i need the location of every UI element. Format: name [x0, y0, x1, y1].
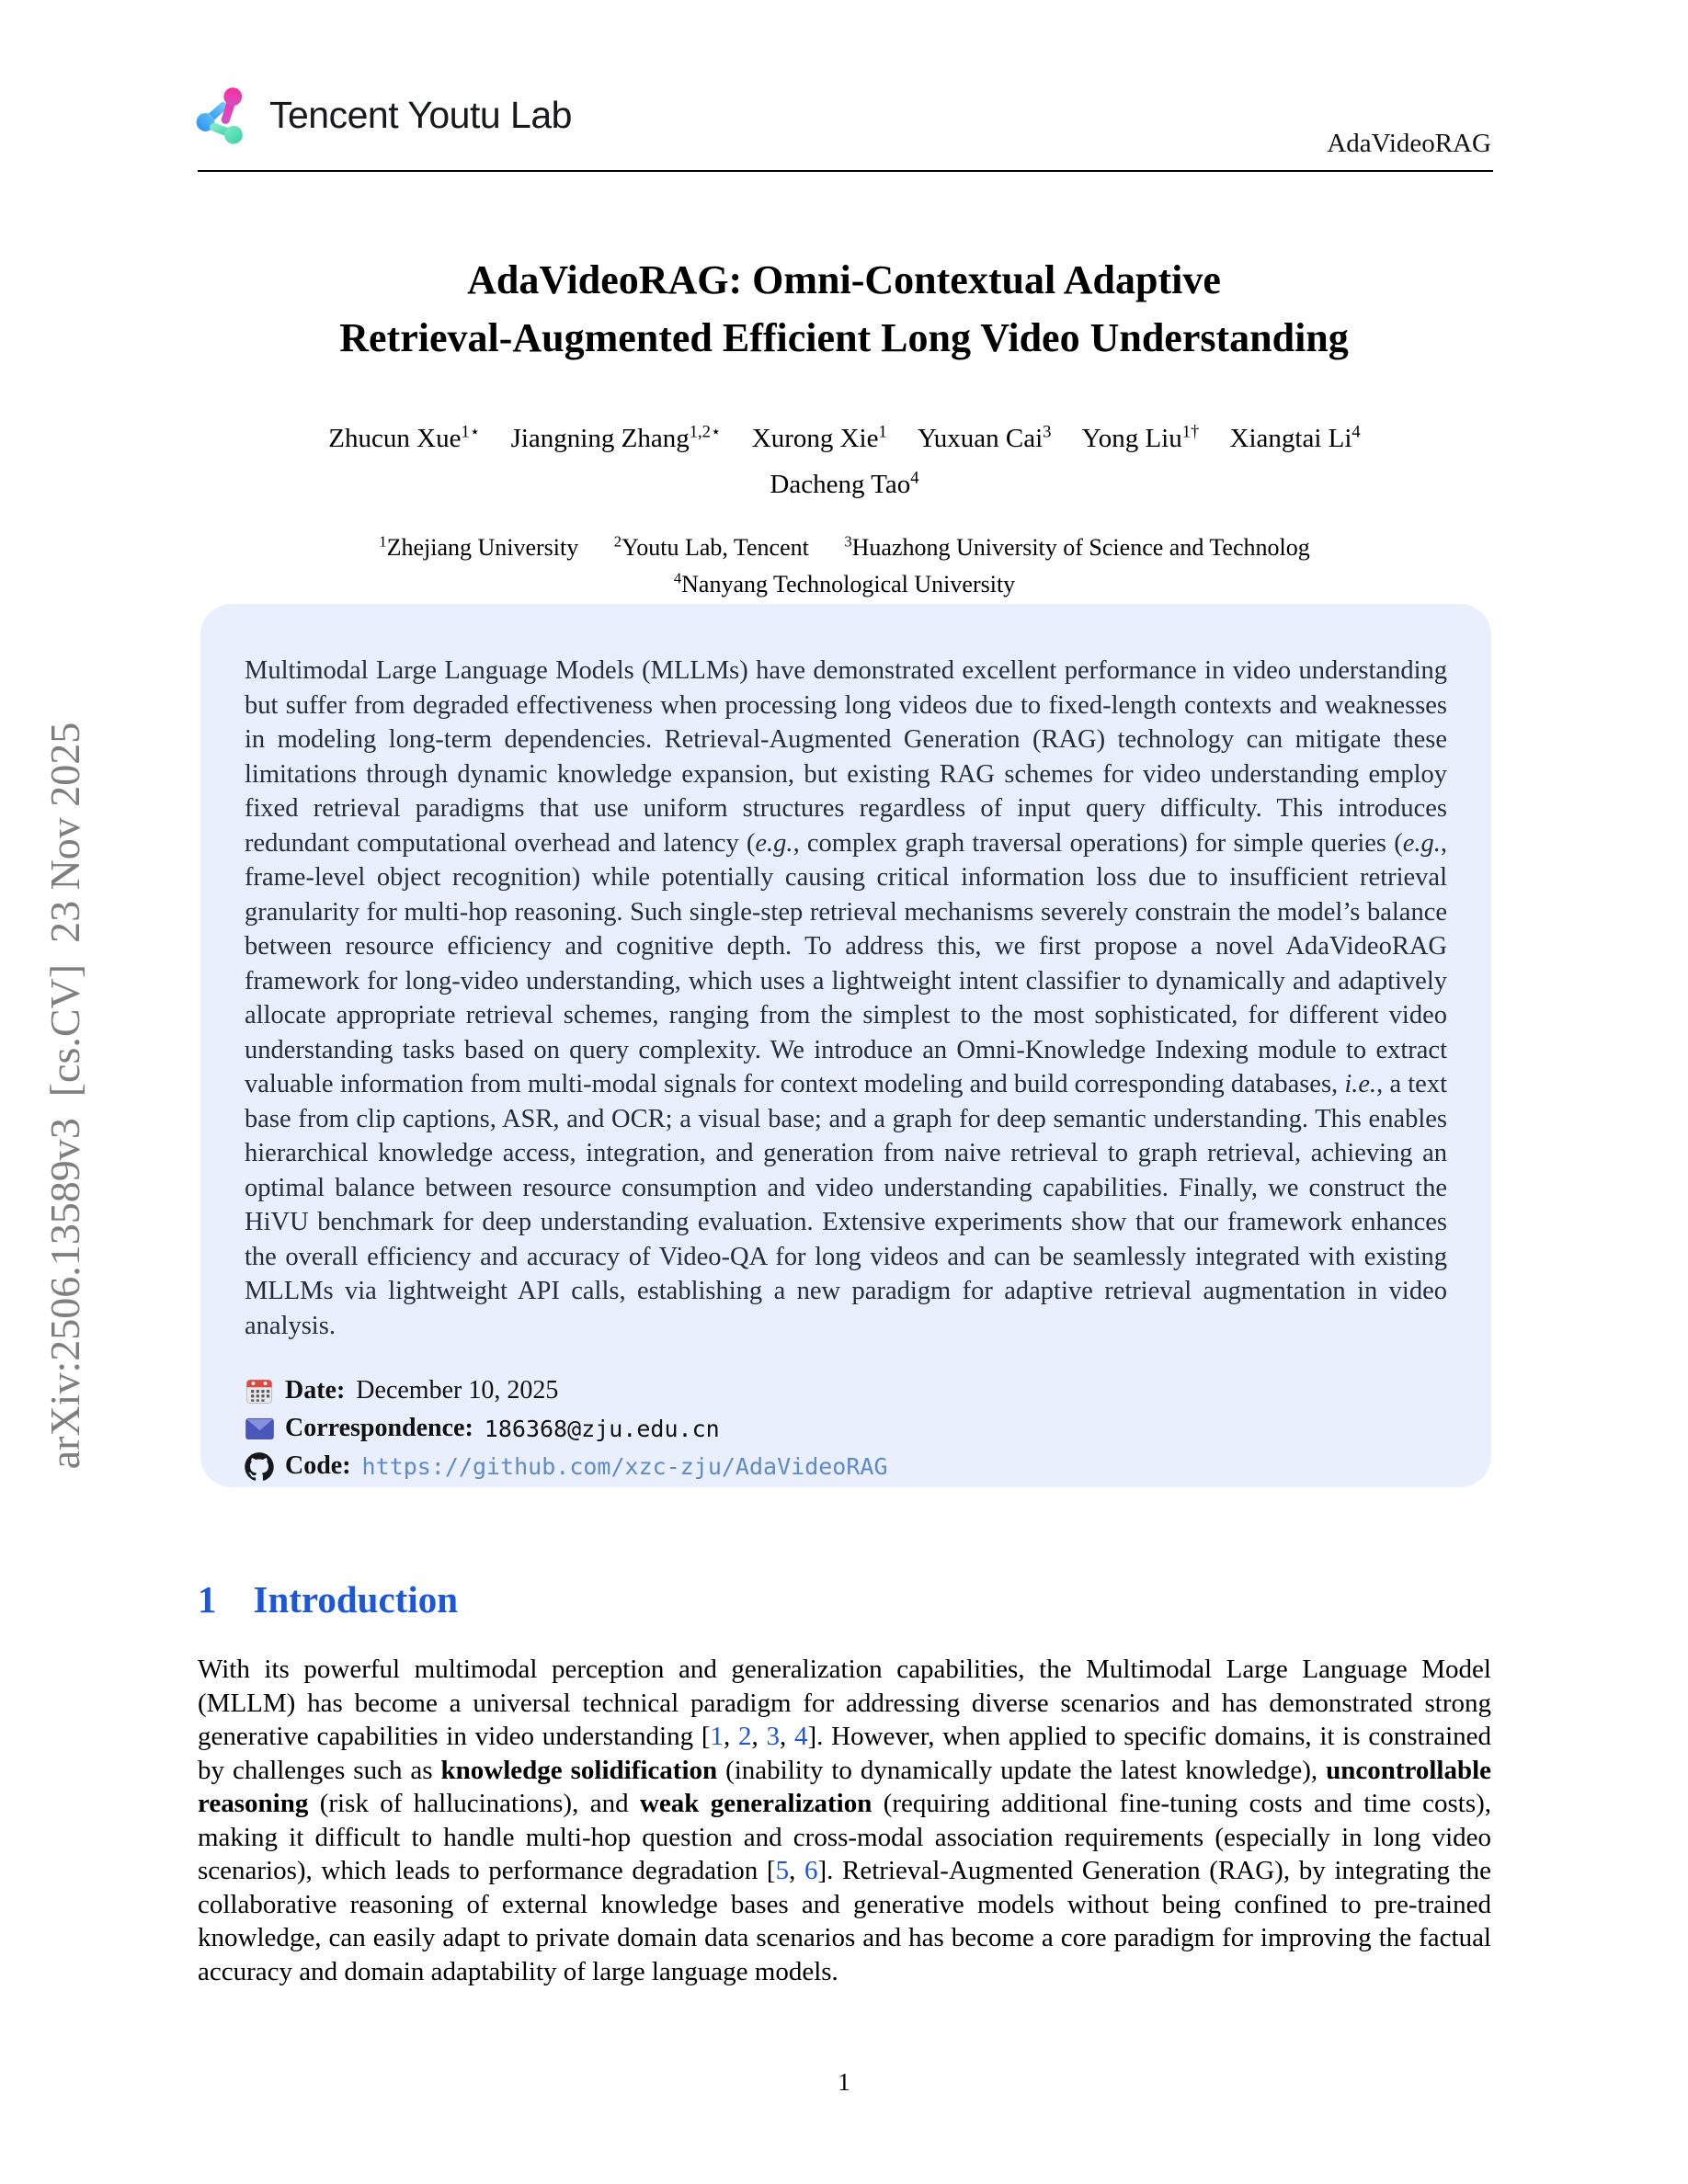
arxiv-watermark: arXiv:2506.13589v3 [cs.CV] 23 Nov 2025	[41, 722, 88, 1470]
code-label: Code:	[285, 1451, 351, 1480]
body-segment: (inability to dynamically update the latest knowledge),	[717, 1755, 1327, 1785]
paper-meta	[200, 1343, 1491, 1481]
author-superscript: 4	[1352, 422, 1361, 442]
abstract-segment: , a text base from clip captions, ASR, and OCR; a visual base; and a graph for deep semantic understanding. This enables hierarchical knowledge access, integration, and generation from naive retrieval to graph retrieval, achieving an optimal balance between resource consumption and video understanding capabilities. Finally, we construct the HiVU benchmark for deep understanding evaluation. Extensive experiments show that our framework enhances the overall efficiency and accuracy of Video-QA for long videos and can be seamlessly integrated with existing MLLMs via lightweight API calls, establishing a new paradigm for adaptive retrieval augmentation in video analysis.	[245, 1070, 1447, 1340]
affiliation	[844, 534, 1309, 561]
citation-separator: ,	[751, 1722, 767, 1751]
date-label: Date:	[285, 1376, 346, 1405]
meta-correspondence-row	[245, 1414, 1447, 1443]
citation-bracket: ].	[807, 1722, 832, 1751]
author	[770, 470, 918, 499]
section-1-heading	[198, 1577, 458, 1621]
brand-name: Tencent Youtu Lab	[269, 93, 572, 136]
date-value: December 10, 2025	[356, 1376, 559, 1405]
correspondence-email: 186368@zju.edu.cn	[484, 1415, 720, 1442]
paper-title	[0, 251, 1688, 367]
envelope-icon	[245, 1414, 274, 1443]
author-name: Xiangtai Li	[1229, 424, 1352, 453]
author	[511, 424, 722, 453]
citation-separator: ,	[779, 1722, 794, 1751]
author-name: Xurong Xie	[751, 424, 879, 453]
github-icon	[245, 1451, 274, 1481]
abstract-italic-eg: e.g.	[1402, 828, 1441, 858]
author-list	[198, 415, 1491, 507]
tencent-youtu-lab-logo	[196, 81, 572, 149]
abstract-italic-ie: i.e.	[1344, 1070, 1377, 1098]
author-superscript: 1,2⋆	[689, 422, 722, 442]
affiliation-name: Zhejiang University	[386, 534, 579, 561]
author-name: Jiangning Zhang	[510, 424, 690, 453]
meta-date-row	[245, 1376, 1447, 1405]
author-superscript: 1⋆	[461, 422, 481, 442]
section-title: Introduction	[253, 1578, 459, 1621]
affiliation-superscript: 3	[844, 532, 852, 551]
correspondence-label: Correspondence:	[285, 1414, 473, 1442]
body-segment: (risk of hallucinations), and	[308, 1789, 640, 1818]
meta-code-row	[245, 1451, 1447, 1481]
citation-link-3[interactable]: 3	[766, 1722, 780, 1751]
paper-title-line1: AdaVideoRAG: Omni-Contextual Adaptive	[467, 257, 1221, 303]
citation-link-1[interactable]: 1	[710, 1722, 724, 1751]
body-segment: With its powerful multimodal perception and generalization capabilities, the Multimodal Large Language Model (MLLM) has become a universal technical paradigm for addressing diverse scenarios and has demonstrated strong generative capabilities in video understanding	[198, 1655, 1491, 1751]
citation-separator: ,	[789, 1856, 804, 1885]
abstract-segment: , frame-level object recognition) while potentially causing critical information loss due to insufficient retrieval granularity for multi-hop reasoning. Such single-step retrieval mechanisms severely constrain the model’s balance between resource efficiency and cognitive depth. To address this, we first propose a novel AdaVideoRAG framework for long-video understanding, which uses a lightweight intent classifier to dynamically and adaptively allocate appropriate retrieval schemes, ranging from the simplest to the most sophisticated, for different video understanding tasks based on query complexity. We introduce an Omni-Knowledge Indexing module to extract valuable information from multi-modal signals for context modeling and build corresponding databases,	[245, 828, 1447, 1098]
bold-term-uncontrollable-reasoning: uncontrollable reasoning	[198, 1755, 1492, 1818]
bold-term-weak-generalization: weak generalization	[639, 1789, 873, 1818]
page-number: 1	[838, 2068, 850, 2096]
author	[752, 424, 887, 453]
paper-title-line2: Retrieval-Augmented Efficient Long Video Understanding	[339, 315, 1349, 361]
bold-term-knowledge-solidification: knowledge solidification	[440, 1755, 718, 1785]
abstract-text	[200, 604, 1491, 1343]
affiliation-name: Youtu Lab, Tencent	[622, 534, 809, 561]
running-title: AdaVideoRAG	[1327, 129, 1491, 158]
citation-bracket: [	[766, 1856, 776, 1885]
author-name: Dacheng Tao	[770, 470, 911, 499]
author	[328, 424, 480, 453]
abstract-segment: , complex graph traversal operations) for simple queries (	[793, 828, 1403, 858]
introduction-paragraph	[198, 1653, 1491, 1988]
author-superscript: 3	[1043, 422, 1052, 442]
citation-bracket: [	[701, 1722, 711, 1751]
citation-bracket: ].	[817, 1856, 842, 1885]
body-segment: (requiring additional fine-tuning costs and time costs), making it difficult to handle multi-hop question and cross-modal association requirements (especially in long video scenarios), which leads to performance degradation	[198, 1789, 1492, 1885]
code-url-link[interactable]: https://github.com/xzc-zju/AdaVideoRAG	[361, 1452, 888, 1480]
citation-link-2[interactable]: 2	[737, 1722, 752, 1751]
affiliation	[379, 534, 578, 561]
affiliation-superscript: 1	[379, 532, 387, 551]
abstract-box	[200, 604, 1491, 1487]
affiliation-name: Nanyang Technological University	[681, 571, 1016, 597]
author	[1230, 424, 1361, 453]
citation-link-5[interactable]: 5	[775, 1856, 790, 1885]
author-name: Yuxuan Cai	[918, 424, 1044, 453]
citation-link-6[interactable]: 6	[804, 1856, 818, 1885]
affiliation	[614, 534, 809, 561]
abstract-italic-eg: e.g.	[755, 828, 793, 858]
author-name: Yong Liu	[1081, 424, 1182, 453]
author-name: Zhucun Xue	[328, 424, 462, 453]
affiliation-list	[198, 529, 1491, 603]
citation-link-4[interactable]: 4	[793, 1722, 808, 1751]
calendar-icon	[245, 1376, 274, 1405]
body-segment: Retrieval-Augmented Generation (RAG), by integrating the collaborative reasoning of external knowledge bases and generative models without being confined to pre-trained knowledge, can easily adapt to private domain data scenarios and has become a core paradigm for improving the factual accuracy and domain adaptability of large language models.	[198, 1856, 1491, 1986]
affiliation-superscript: 4	[673, 569, 682, 587]
author-superscript: 1†	[1181, 422, 1200, 442]
affiliation-superscript: 2	[613, 532, 622, 551]
body-segment: However, when applied to specific domains, it is constrained by challenges such as	[198, 1722, 1492, 1785]
abstract-segment: Multimodal Large Language Models (MLLMs) have demonstrated excellent performance in video understanding but suffer from degraded effectiveness when processing long videos due to fixed-length contexts and weaknesses in modeling long-term dependencies. Retrieval-Augmented Generation (RAG) technology can mitigate these limitations through dynamic knowledge expansion, but existing RAG schemes for video understanding employ fixed retrieval paradigms that use uniform structures regardless of input query difficulty. This introduces redundant computational overhead and latency (	[245, 656, 1447, 858]
citation-separator: ,	[723, 1722, 738, 1751]
author-superscript: 4	[910, 468, 919, 488]
header-rule	[198, 170, 1493, 172]
affiliation	[674, 571, 1015, 597]
affiliation-name: Huazhong University of Science and Technolog	[851, 534, 1310, 561]
author	[1082, 424, 1200, 453]
youtu-logo-icon	[196, 81, 257, 149]
author-superscript: 1	[878, 422, 887, 442]
section-number: 1	[198, 1578, 217, 1621]
author	[918, 424, 1051, 453]
